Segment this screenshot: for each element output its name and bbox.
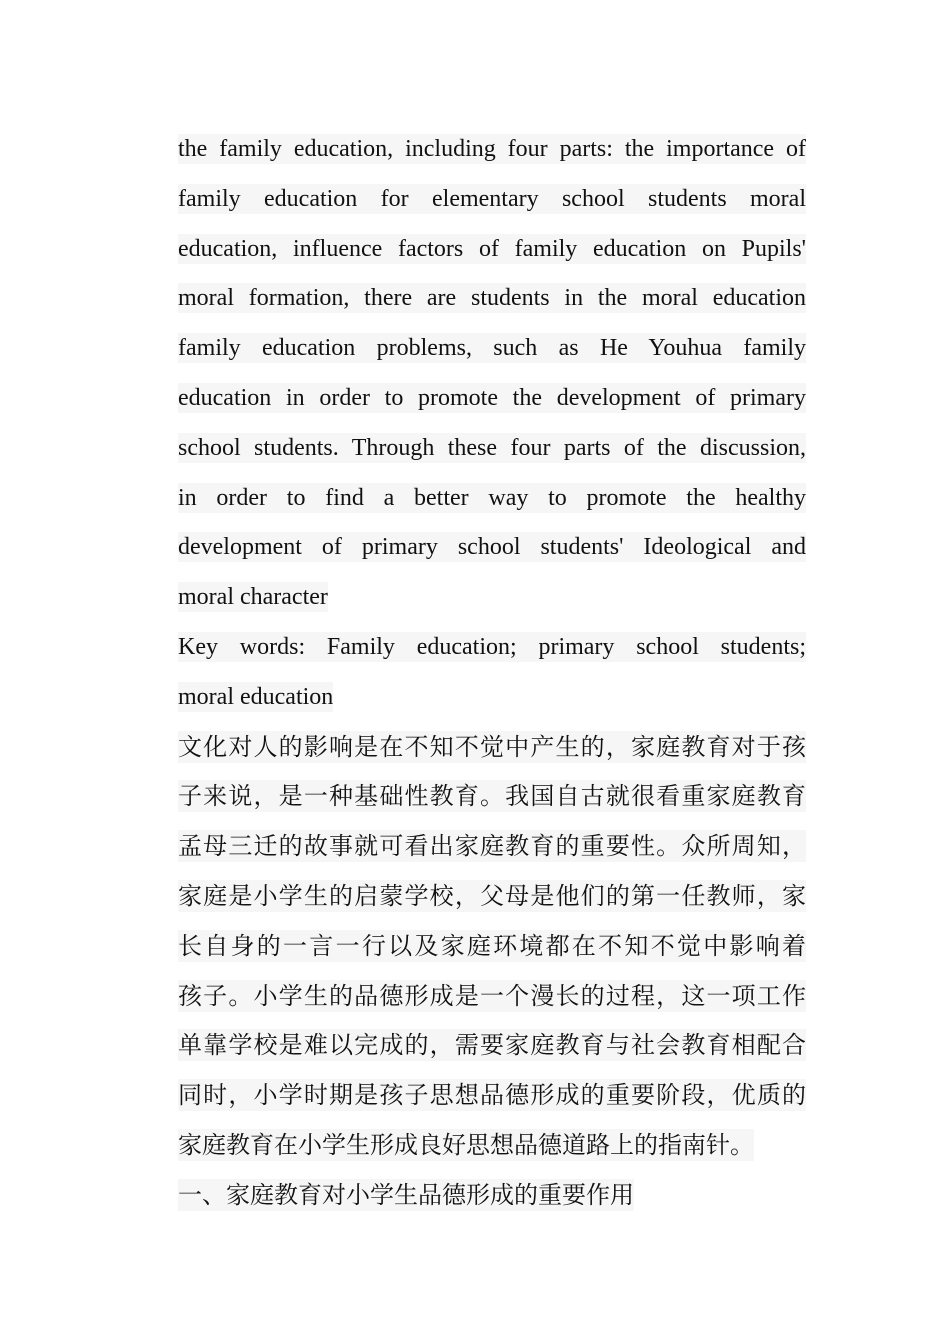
section-heading: 一、家庭教育对小学生品德形成的重要作用 <box>178 1180 634 1209</box>
abstract-line: the family education, including four parts: the importance of <box>178 136 806 162</box>
keywords-line: Key words: Family education; primary school students; <box>178 633 806 660</box>
keywords-line: moral education <box>178 683 334 710</box>
abstract-line: development of primary school students' Ideological and <box>178 534 806 561</box>
intro-line: 家庭教育在小学生形成良好思想品德道路上的指南针。 <box>178 1130 754 1159</box>
intro-line: 家庭是小学生的启蒙学校，父母是他们的第一任教师，家 <box>178 881 806 910</box>
section-heading-block <box>178 1171 806 1221</box>
intro-line: 单靠学校是难以完成的，需要家庭教育与社会教育相配合 <box>178 1031 806 1060</box>
intro-line: 孩子。小学生的品德形成是一个漫长的过程，这一项工作 <box>178 981 806 1010</box>
abstract-line: school students. Through these four parts of the discussion, <box>178 434 806 461</box>
intro-line: 长自身的一言一行以及家庭环境都在不知不觉中影响着 <box>178 931 806 960</box>
abstract-line: family education for elementary school students moral <box>178 185 806 212</box>
document-body <box>178 125 806 1221</box>
abstract-paragraph <box>178 125 806 623</box>
abstract-line: moral character <box>178 584 328 611</box>
keywords-paragraph <box>178 623 806 723</box>
intro-line: 文化对人的影响是在不知不觉中产生的，家庭教育对于孩 <box>178 732 806 761</box>
intro-line: 孟母三迁的故事就可看出家庭教育的重要性。众所周知， <box>178 832 806 861</box>
intro-line: 同时，小学时期是孩子思想品德形成的重要阶段，优质的 <box>178 1081 806 1110</box>
abstract-line: moral formation, there are students in the moral education <box>178 285 806 312</box>
abstract-line: education, influence factors of family education on Pupils' <box>178 235 806 262</box>
abstract-line: in order to find a better way to promote the healthy <box>178 484 806 511</box>
abstract-line: family education problems, such as He Youhua family <box>178 335 806 362</box>
intro-line: 子来说，是一种基础性教育。我国自古就很看重家庭教育 <box>178 782 806 811</box>
abstract-line: education in order to promote the development of primary <box>178 384 806 411</box>
intro-paragraph <box>178 723 806 1171</box>
